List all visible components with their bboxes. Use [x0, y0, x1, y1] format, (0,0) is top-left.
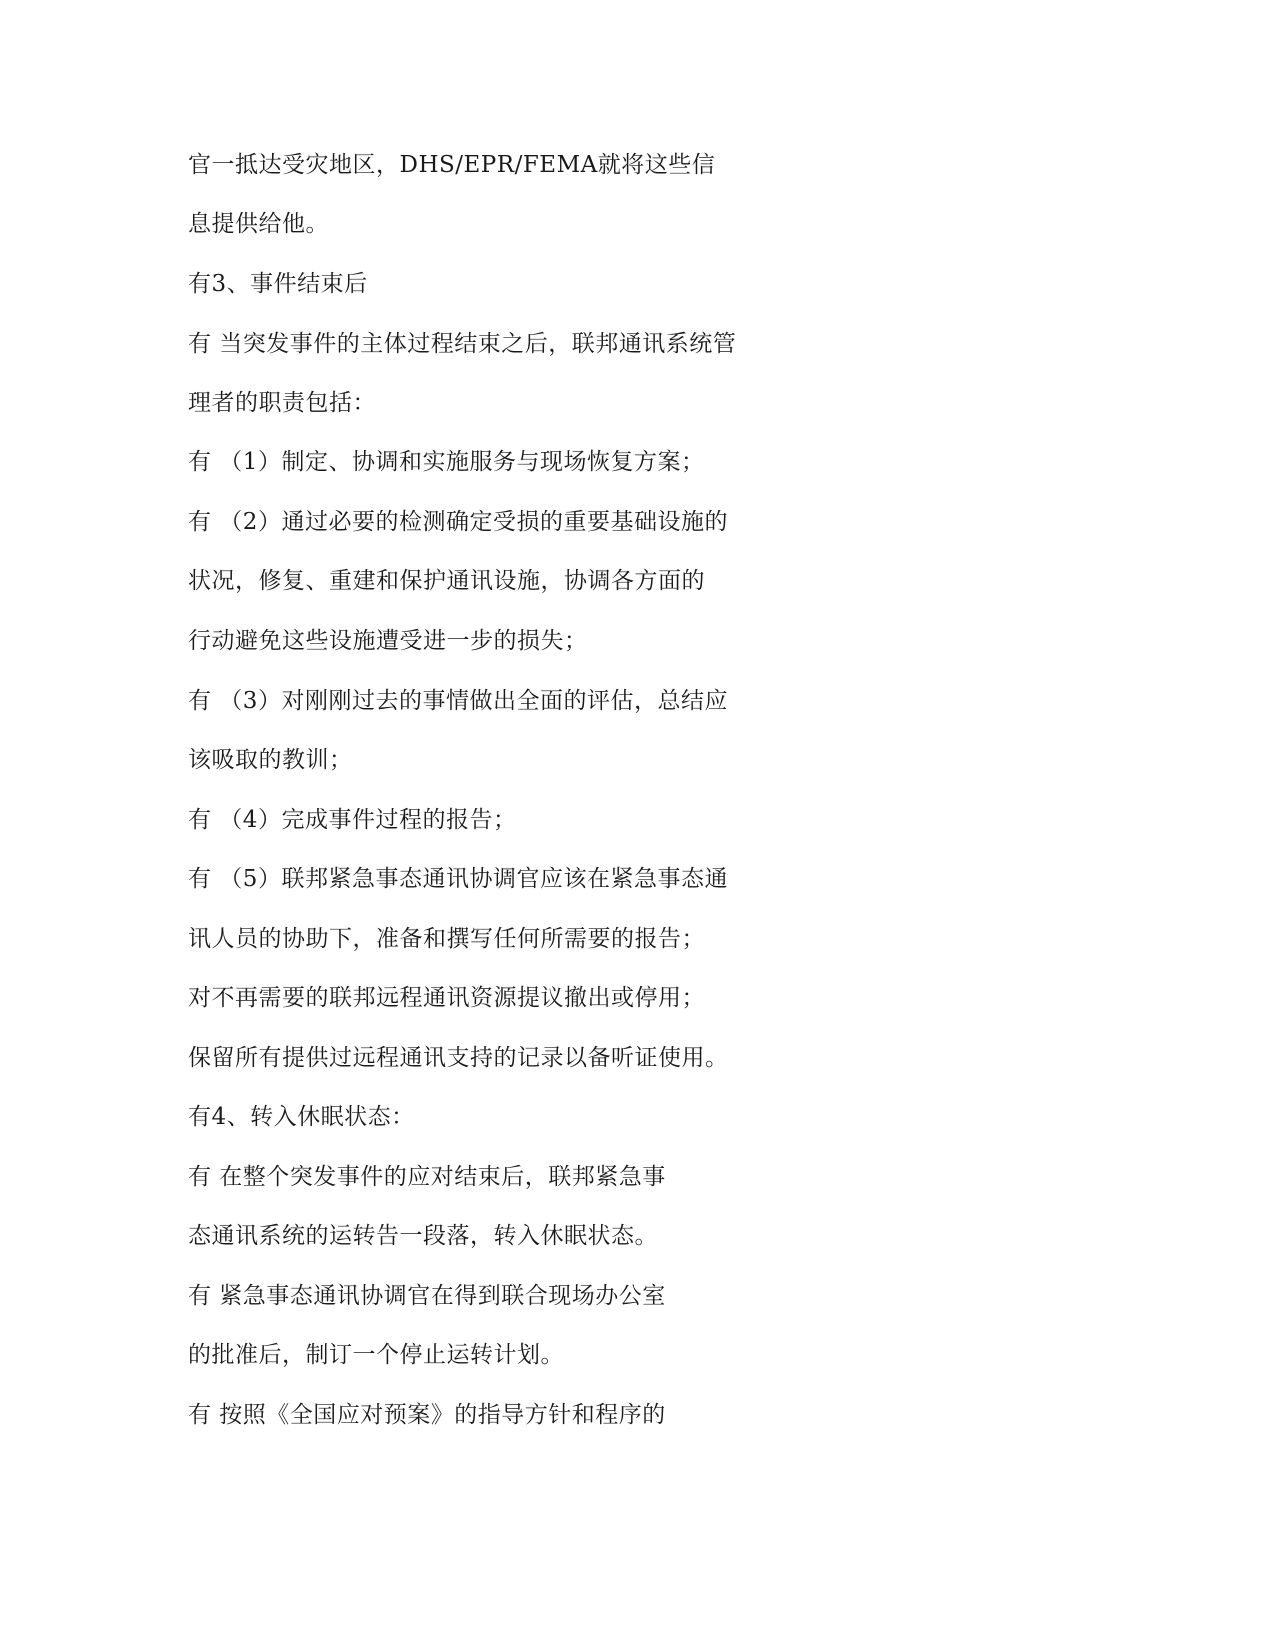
list-item: 有 （3）对刚刚过去的事情做出全面的评估，总结应: [188, 688, 728, 714]
text-line: 状况，修复、重建和保护通讯设施，协调各方面的: [188, 568, 705, 594]
text-line: 理者的职责包括：: [188, 390, 376, 416]
text-line: 有 紧急事态通讯协调官在得到联合现场办公室: [188, 1283, 666, 1309]
section-heading: 有4、转入休眠状态：: [188, 1104, 415, 1130]
text-line: 该吸取的教训；: [188, 747, 353, 773]
text-line: 行动避免这些设施遭受进一步的损失；: [188, 628, 588, 654]
text-line: 官一抵达受灾地区，DHS/EPR/FEMA就将这些信: [188, 152, 716, 178]
text-line: 态通讯系统的运转告一段落，转入休眠状态。: [188, 1223, 658, 1249]
list-item: 有 （4）完成事件过程的报告；: [188, 807, 517, 833]
text-line: 的批准后，制订一个停止运转计划。: [188, 1342, 564, 1368]
list-item: 有 （2）通过必要的检测确定受损的重要基础设施的: [188, 509, 728, 535]
text-line: 讯人员的协助下，准备和撰写任何所需要的报告；: [188, 926, 705, 952]
section-heading: 有3、事件结束后: [188, 271, 368, 297]
text-line: 有 当突发事件的主体过程结束之后，联邦通讯系统管: [188, 331, 737, 357]
text-line: 对不再需要的联邦远程通讯资源提议撤出或停用；: [188, 985, 705, 1011]
text-line: 保留所有提供过远程通讯支持的记录以备听证使用。: [188, 1045, 729, 1071]
text-line: 有 按照《全国应对预案》的指导方针和程序的: [188, 1402, 666, 1428]
text-line: 息提供给他。: [188, 211, 329, 237]
list-item: 有 （1）制定、协调和实施服务与现场恢复方案；: [188, 449, 705, 475]
text-line: 有 在整个突发事件的应对结束后，联邦紧急事: [188, 1164, 666, 1190]
list-item: 有 （5）联邦紧急事态通讯协调官应该在紧急事态通: [188, 866, 728, 892]
